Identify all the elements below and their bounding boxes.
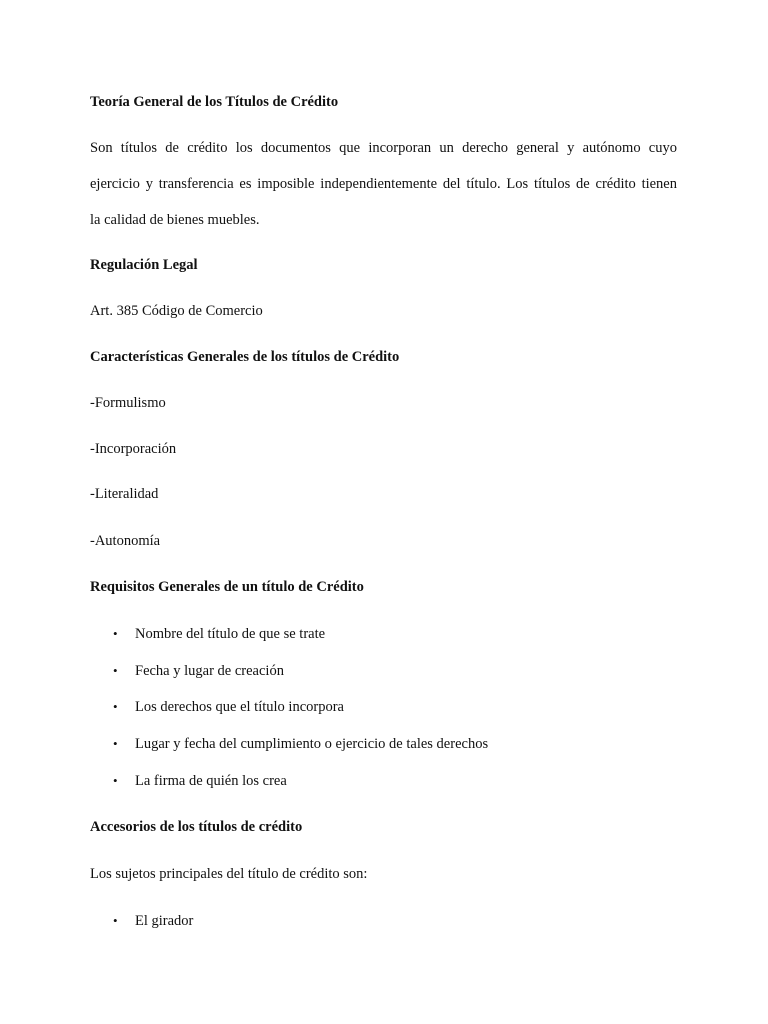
bullet-icon: • xyxy=(113,699,118,714)
document-title: Teoría General de los Títulos de Crédito xyxy=(90,94,339,110)
requisito-text: Fecha y lugar de creación xyxy=(135,663,284,679)
requisito-list-item xyxy=(113,772,287,790)
bullet-icon: • xyxy=(113,736,118,751)
regulacion-heading: Regulación Legal xyxy=(90,257,198,273)
caracteristicas-heading: Características Generales de los títulos de Crédito xyxy=(90,349,400,365)
caracteristica-item: -Autonomía xyxy=(90,533,161,549)
caracteristica-item: -Literalidad xyxy=(90,486,159,502)
requisito-text: Lugar y fecha del cumplimiento o ejercicio de tales derechos xyxy=(135,736,489,752)
caracteristica-item: -Formulismo xyxy=(90,395,166,411)
requisito-list-item xyxy=(113,735,488,753)
requisito-text: Los derechos que el título incorpora xyxy=(135,699,344,715)
requisito-list-item xyxy=(113,698,344,716)
intro-paragraph-line-3: la calidad de bienes muebles. xyxy=(90,212,260,228)
requisitos-heading: Requisitos Generales de un título de Crédito xyxy=(90,579,364,595)
intro-paragraph-line-2: ejercicio y transferencia es imposible independientemente del título. Los títulos de crédito tienen xyxy=(90,176,677,192)
bullet-icon: • xyxy=(113,663,118,678)
requisito-list-item xyxy=(113,625,325,643)
bullet-icon: • xyxy=(113,773,118,788)
bullet-icon: • xyxy=(113,626,118,641)
requisito-text: Nombre del título de que se trate xyxy=(135,626,326,642)
accesorios-text: Los sujetos principales del título de crédito son: xyxy=(90,866,368,882)
accesorios-heading: Accesorios de los títulos de crédito xyxy=(90,819,303,835)
regulacion-text: Art. 385 Código de Comercio xyxy=(90,303,263,319)
intro-paragraph-line-1: Son títulos de crédito los documentos que incorporan un derecho general y autónomo cuyo xyxy=(90,140,677,156)
bullet-icon: • xyxy=(113,913,118,928)
caracteristica-item: -Incorporación xyxy=(90,441,177,457)
sujeto-text: El girador xyxy=(135,913,194,929)
requisito-list-item xyxy=(113,662,284,680)
requisito-text: La firma de quién los crea xyxy=(135,773,287,789)
sujeto-list-item xyxy=(113,912,193,930)
